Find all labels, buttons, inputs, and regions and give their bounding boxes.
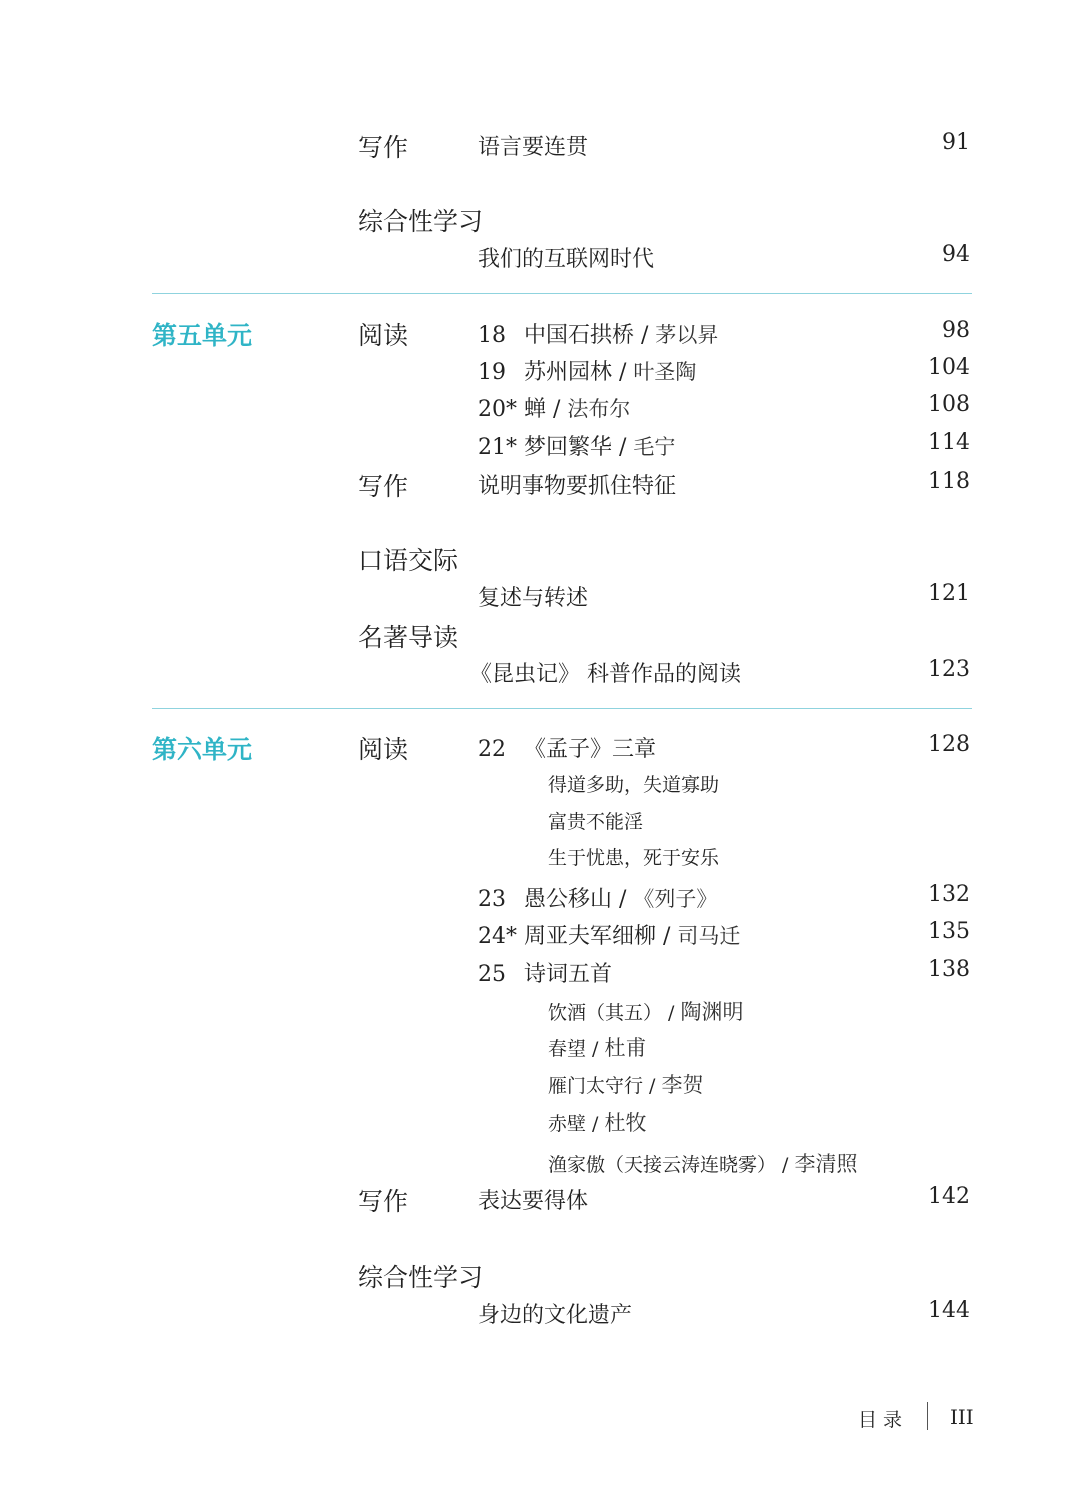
lesson-title: 周亚夫军细柳 bbox=[524, 924, 657, 949]
entry-title: 饮酒（其五） bbox=[548, 1002, 663, 1024]
section-heading: 写作 bbox=[358, 133, 409, 162]
lesson-number: 24* bbox=[478, 924, 517, 949]
author-name: 《列子》 bbox=[633, 887, 718, 911]
toc-entry bbox=[478, 355, 696, 386]
unit-divider bbox=[152, 708, 972, 709]
entry-title: 富贵不能淫 bbox=[548, 811, 644, 833]
toc-entry bbox=[478, 957, 612, 988]
toc-entry bbox=[478, 242, 654, 273]
lesson-number: 22 bbox=[478, 737, 506, 762]
section-heading: 写作 bbox=[358, 1187, 409, 1216]
lesson-title: 诗词五首 bbox=[524, 962, 613, 987]
entry-title: 渔家傲（天接云涛连晓雾） bbox=[548, 1154, 777, 1176]
toc-entry bbox=[478, 392, 630, 423]
lesson-number: 23 bbox=[478, 887, 506, 912]
page-number: 138 bbox=[928, 957, 970, 982]
page-number: 118 bbox=[928, 469, 970, 494]
lesson-number: 19 bbox=[478, 360, 506, 385]
toc-entry bbox=[478, 469, 676, 500]
lesson-title: 梦回繁华 bbox=[524, 435, 613, 460]
entry-title: 雁门太守行 bbox=[548, 1075, 644, 1097]
toc-subentry bbox=[548, 843, 719, 870]
author-separator: / bbox=[612, 887, 634, 912]
entry-title: 得道多助，失道寡助 bbox=[548, 774, 720, 796]
author-separator: / bbox=[656, 924, 678, 949]
entry-title: 赤壁 bbox=[548, 1113, 587, 1135]
author-separator: / bbox=[586, 1113, 605, 1135]
lesson-title: 苏州园林 bbox=[524, 360, 613, 385]
page-number: 135 bbox=[928, 919, 970, 944]
unit-title: 第六单元 bbox=[152, 735, 253, 764]
author-separator: / bbox=[634, 323, 656, 348]
toc-entry bbox=[478, 318, 718, 349]
author-separator: / bbox=[612, 360, 634, 385]
toc-subentry bbox=[548, 996, 744, 1026]
author-separator: / bbox=[546, 397, 568, 422]
toc-entry bbox=[478, 732, 656, 763]
toc-entry bbox=[478, 1298, 632, 1329]
author-name: 司马迁 bbox=[677, 924, 741, 948]
toc-entry bbox=[478, 130, 588, 161]
toc-entry bbox=[478, 919, 740, 950]
unit-title: 第五单元 bbox=[152, 321, 253, 350]
author-separator: / bbox=[662, 1002, 681, 1024]
lesson-title: 愚公移山 bbox=[524, 887, 613, 912]
author-name: 叶圣陶 bbox=[633, 360, 697, 384]
section-heading: 阅读 bbox=[358, 321, 409, 350]
lesson-number: 20* bbox=[478, 397, 517, 422]
author-separator: / bbox=[586, 1038, 605, 1060]
section-heading: 阅读 bbox=[358, 735, 409, 764]
author-name: 毛宁 bbox=[633, 435, 676, 459]
footer-divider bbox=[927, 1402, 928, 1430]
entry-title: 语言要连贯 bbox=[478, 135, 589, 160]
toc-entry bbox=[478, 1184, 588, 1215]
toc-entry bbox=[478, 882, 717, 913]
author-name: 李贺 bbox=[661, 1073, 704, 1097]
footer-section-label: 目录 bbox=[858, 1409, 909, 1431]
section-heading: 口语交际 bbox=[358, 546, 459, 575]
toc-entry bbox=[478, 430, 675, 461]
entry-title: 说明事物要抓住特征 bbox=[478, 474, 677, 499]
lesson-title: 蝉 bbox=[524, 397, 547, 422]
lesson-number: 25 bbox=[478, 962, 506, 987]
entry-title: 我们的互联网时代 bbox=[478, 247, 655, 272]
unit-divider bbox=[152, 293, 972, 294]
footer-page-number: III bbox=[950, 1405, 974, 1429]
page-number: 132 bbox=[928, 882, 970, 907]
toc-entry bbox=[470, 657, 741, 688]
page-number: 144 bbox=[928, 1298, 970, 1323]
author-separator: / bbox=[643, 1075, 662, 1097]
page-number: 128 bbox=[928, 732, 970, 757]
page-number: 142 bbox=[928, 1184, 970, 1209]
author-name: 李清照 bbox=[794, 1152, 858, 1176]
page-number: 98 bbox=[942, 318, 970, 343]
author-name: 陶渊明 bbox=[680, 1000, 744, 1024]
page-number: 114 bbox=[928, 430, 970, 455]
entry-title: 《昆虫记》 科普作品的阅读 bbox=[470, 662, 741, 687]
author-separator: / bbox=[612, 435, 634, 460]
entry-title: 复述与转述 bbox=[478, 586, 589, 611]
toc-subentry bbox=[548, 1032, 647, 1062]
page-number: 123 bbox=[928, 657, 970, 682]
toc-subentry bbox=[548, 1148, 858, 1178]
entry-title: 春望 bbox=[548, 1038, 587, 1060]
page-number: 121 bbox=[928, 581, 970, 606]
page-number: 91 bbox=[942, 130, 970, 155]
author-name: 杜甫 bbox=[604, 1036, 647, 1060]
page-number: 108 bbox=[928, 392, 970, 417]
page-number: 94 bbox=[942, 242, 970, 267]
lesson-number: 21* bbox=[478, 435, 517, 460]
author-name: 法布尔 bbox=[567, 397, 631, 421]
toc-entry bbox=[478, 581, 588, 612]
author-name: 杜牧 bbox=[604, 1111, 647, 1135]
section-heading: 综合性学习 bbox=[358, 1263, 484, 1292]
page-number: 104 bbox=[928, 355, 970, 380]
author-name: 茅以昇 bbox=[655, 323, 719, 347]
section-heading: 综合性学习 bbox=[358, 207, 484, 236]
toc-subentry bbox=[548, 807, 643, 834]
lesson-title: 《孟子》三章 bbox=[524, 737, 657, 762]
lesson-title: 中国石拱桥 bbox=[524, 323, 635, 348]
toc-subentry bbox=[548, 770, 719, 797]
entry-title: 生于忧患，死于安乐 bbox=[548, 847, 720, 869]
lesson-number: 18 bbox=[478, 323, 506, 348]
toc-subentry bbox=[548, 1107, 647, 1137]
toc-subentry bbox=[548, 1069, 704, 1099]
entry-title: 身边的文化遗产 bbox=[478, 1303, 633, 1328]
entry-title: 表达要得体 bbox=[478, 1189, 589, 1214]
section-heading: 写作 bbox=[358, 472, 409, 501]
section-heading: 名著导读 bbox=[358, 623, 459, 652]
author-separator: / bbox=[776, 1154, 795, 1176]
